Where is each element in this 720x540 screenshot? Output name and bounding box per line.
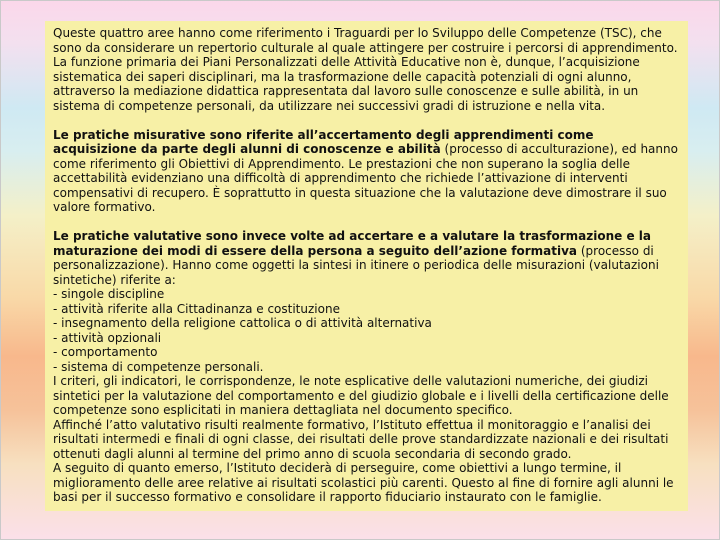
closing-paragraph-1: I criteri, gli indicatori, le corrispondenze, le note esplicative delle valutazioni numeriche, dei giudizi sintetici per la valutazione del comportamento e del giudizio globale e i livelli della certificazione delle competenze sono esplicitati in maniera dettagliata nel documento specifico. [53, 374, 669, 417]
list-item: - sistema di competenze personali. [53, 359, 264, 374]
slide-text-box [45, 21, 688, 511]
list-item: - singole discipline [53, 287, 165, 301]
valutative-list [53, 287, 681, 374]
misurative-heading: Le pratiche misurative sono riferite all’accertamento degli apprendimenti come acquisizione da parte degli alunni di conoscenze e abilità [53, 127, 594, 156]
misurative-text: (processo di acculturazione), ed hanno come riferimento gli Obiettivi di Apprendimento. Le prestazioni che non superano la soglia delle accettabilità evidenziano una difficoltà di apprendimento che richiede l’attivazione di interventi compensativi di recupero. È soprattutto in questa situazione che la valutazione deve dimostrare il suo valore formativo. [53, 142, 678, 214]
closing-paragraph-3: A seguito di quanto emerso, l’Istituto deciderà di perseguire, come obiettivi a lungo termine, il miglioramento delle aree relative ai risultati scolastici più carenti. Questo al fine di fornire agli alunni le basi per il successo formativo e consolidare il rapporto fiduciario instaurato con le famiglie. [53, 461, 674, 504]
list-item: - attività opzionali [53, 330, 162, 345]
paragraph-gap [53, 113, 681, 128]
closing-paragraph-2: Affinché l’atto valutativo risulti realmente formativo, l’Istituto effettua il monitoraggio e l’analisi dei risultati intermedi e finali di ogni classe, dei risultati delle prove standardizzate nazionali e dei risultati ottenuti dagli alunni al termine del primo anno di scuola secondaria di secondo grado. [53, 417, 669, 461]
list-item: - comportamento [53, 345, 158, 359]
list-item: - attività riferite alla Cittadinanza e costituzione [53, 301, 340, 316]
valutative-heading: Le pratiche valutative sono invece volte ad accertare e a valutare la trasformazione e la maturazione dei modi di essere della persona a seguito dell’azione formativa [53, 229, 651, 258]
paragraph-gap [53, 215, 681, 230]
intro-paragraph-2: La funzione primaria dei Piani Personalizzati delle Attività Educative non è, dunque, l’acquisizione sistematica dei saperi disciplinari, ma la trasformazione delle capacità potenziali di ogni alunno, attraverso la mediazione didattica rappresentata dal lavoro sulle conoscenze e sulle abilità, in un sistema di competenze personali, da utilizzare nei successivi gradi di istruzione e nella vita. [53, 55, 640, 113]
intro-paragraph-1: Queste quattro aree hanno come riferimento i Traguardi per lo Sviluppo delle Competenze (TSC), che sono da considerare un repertorio culturale al quale attingere per costruire i percorsi di apprendimento. [53, 26, 678, 55]
valutative-text: (processo di personalizzazione). Hanno come oggetti la sintesi in itinere o periodica delle misurazioni (valutazioni sintetiche) riferite a: [53, 243, 659, 287]
list-item: - insegnamento della religione cattolica o di attività alternativa [53, 316, 432, 330]
valutative-paragraph [53, 229, 681, 287]
misurative-paragraph [53, 128, 681, 215]
